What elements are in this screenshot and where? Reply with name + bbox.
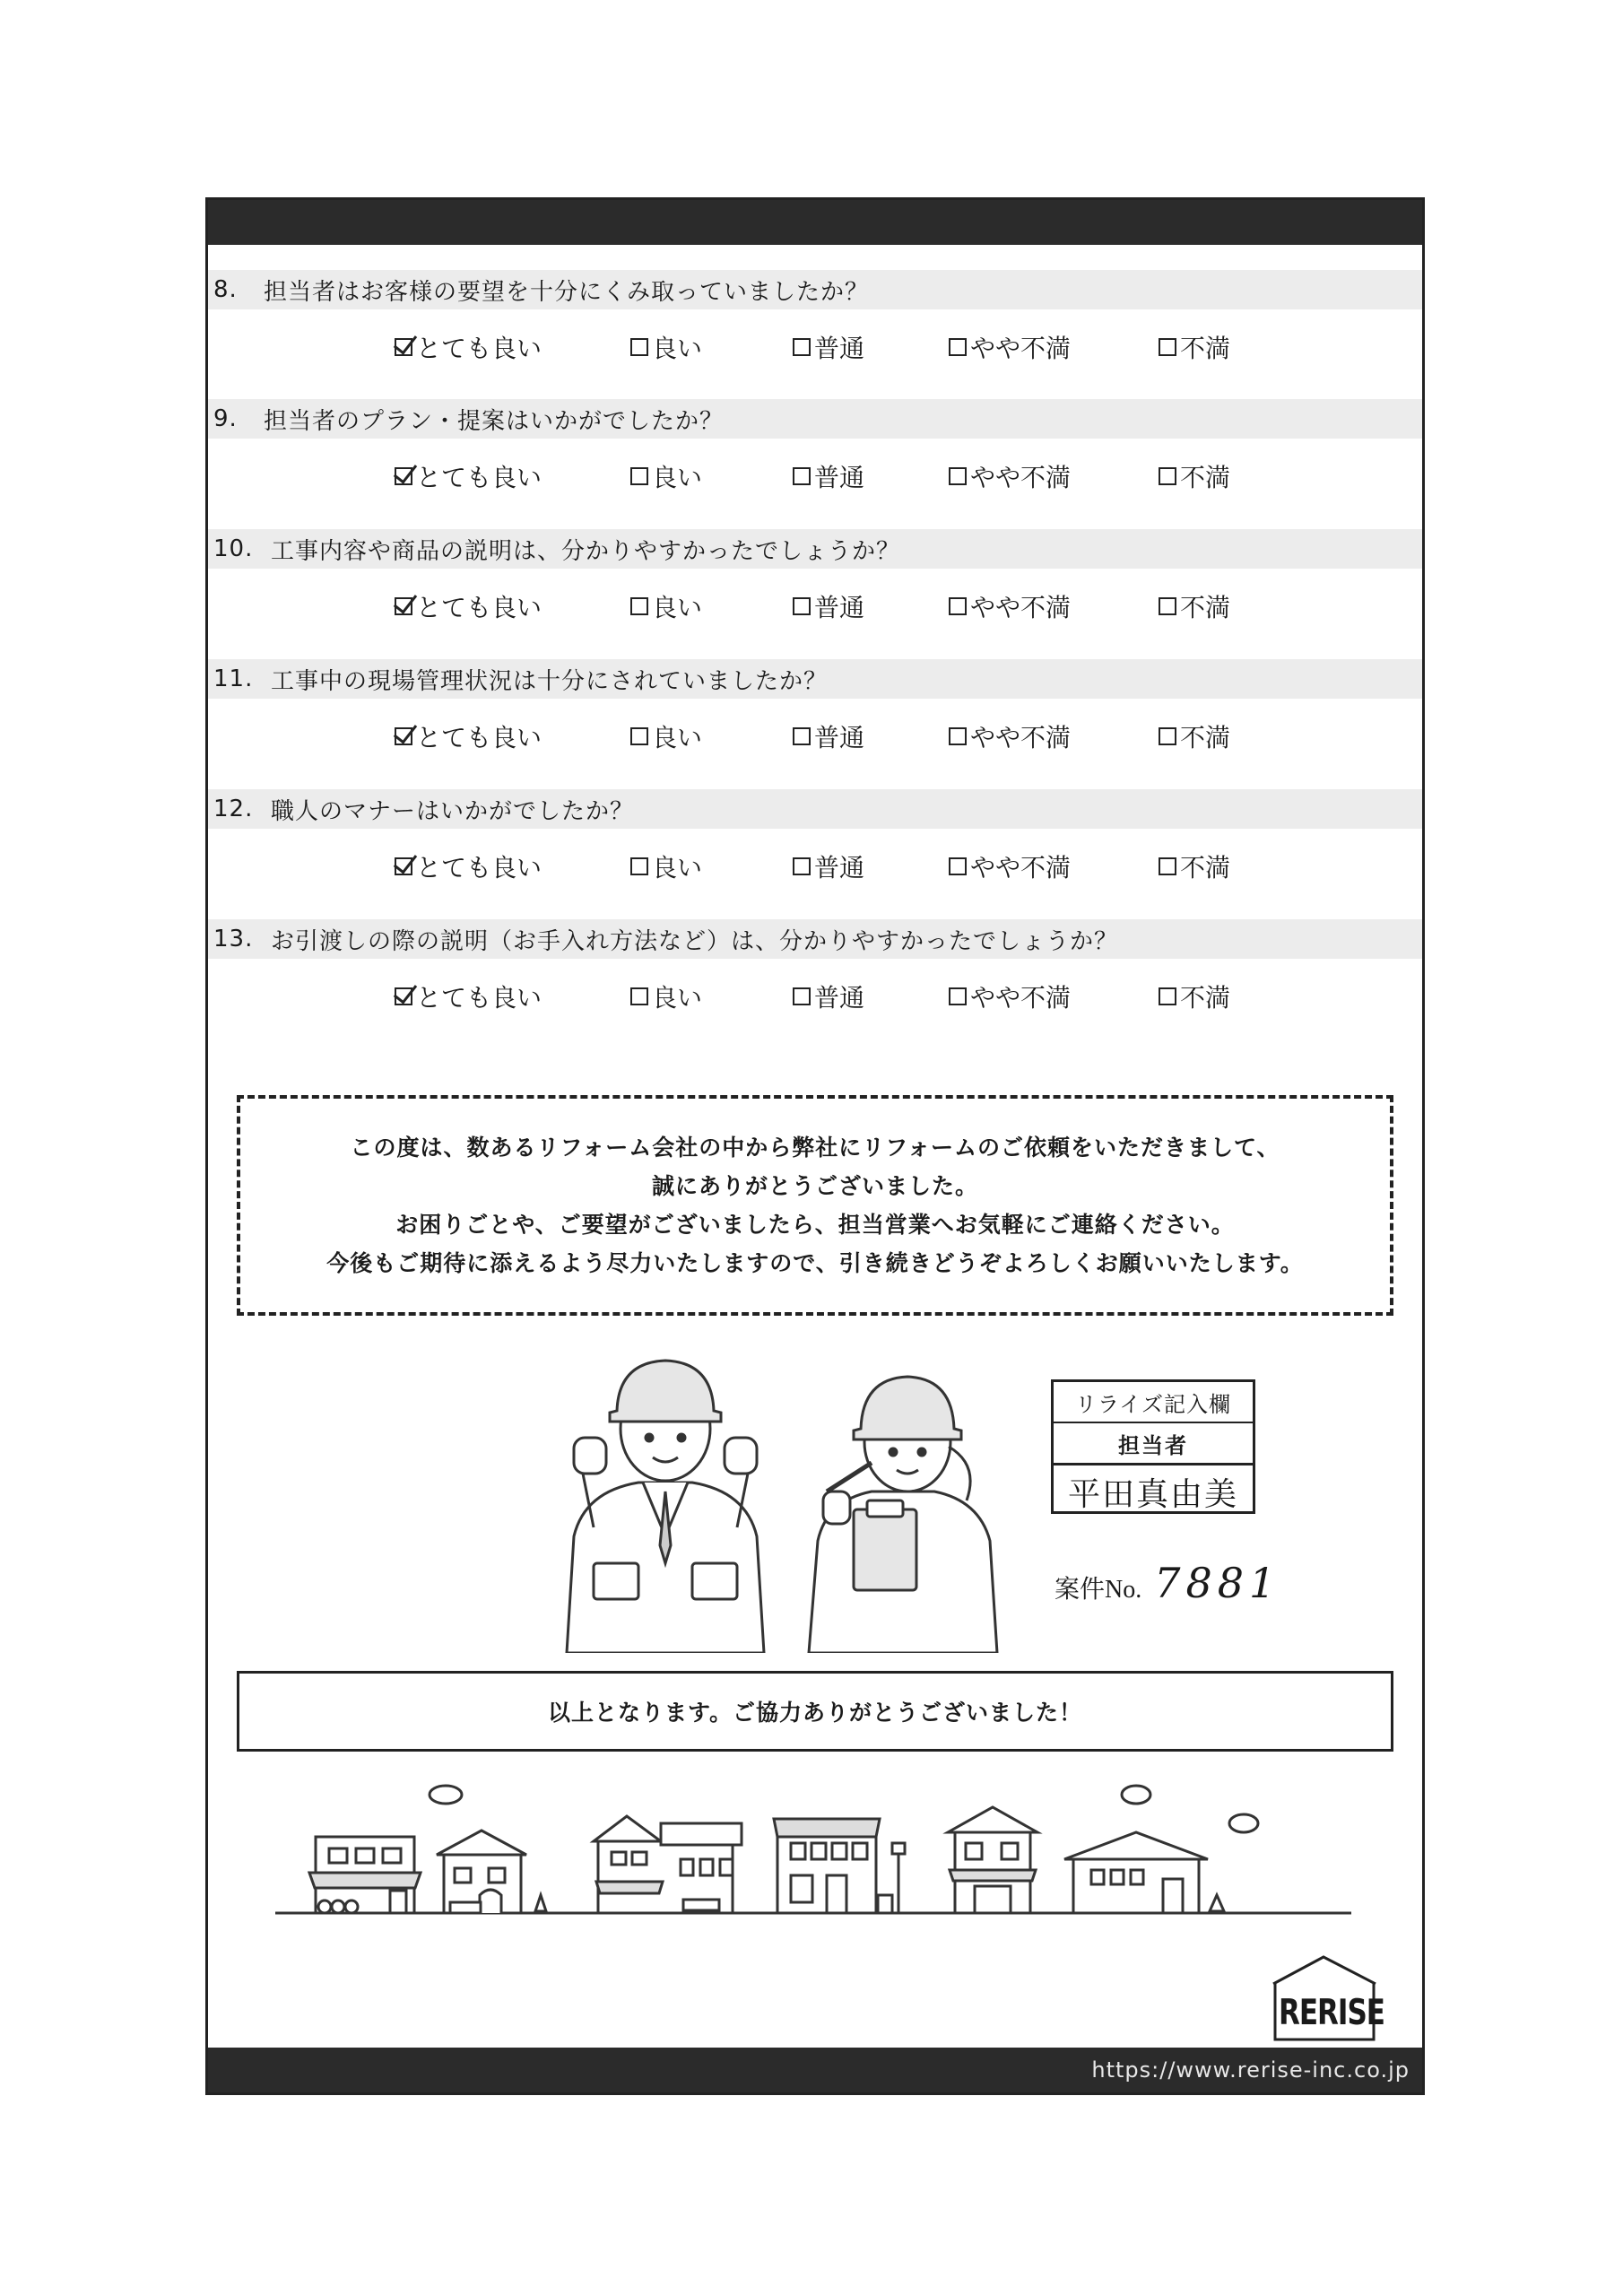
rating-option[interactable] [395, 978, 542, 1014]
rating-options [208, 848, 1422, 884]
option-label: 良い [652, 463, 703, 492]
option-label: 不満 [1180, 983, 1231, 1013]
checkbox[interactable] [395, 467, 412, 485]
rating-option[interactable] [395, 458, 542, 494]
check-mark-icon [394, 329, 417, 354]
rating-option[interactable] [1159, 718, 1230, 754]
rating-option[interactable] [1159, 978, 1230, 1014]
checkbox[interactable] [793, 727, 811, 745]
checkbox[interactable] [793, 987, 811, 1005]
question-text: 工事中の現場管理状況は十分にされていましたか？ [271, 667, 829, 695]
question-text: 職人のマナーはいかがでしたか？ [271, 797, 635, 825]
checkbox[interactable] [1159, 857, 1176, 875]
checkbox[interactable] [793, 857, 811, 875]
closing-box [237, 1671, 1393, 1752]
option-label: 不満 [1180, 593, 1231, 622]
checkbox[interactable] [793, 338, 811, 356]
checkbox[interactable] [395, 987, 412, 1005]
closing-text: 以上となります。ご協力ありがとうございました！ [547, 1700, 1082, 1726]
option-label: 普通 [814, 593, 865, 622]
message-line-2: 誠にありがとうございました。 [651, 1173, 978, 1199]
message-line-4: 今後もご期待に添えるよう尽力いたしますので、引き続きどうぞよろしくお願いいたします。 [326, 1250, 1304, 1276]
option-label: 良い [652, 334, 703, 363]
rating-option[interactable] [949, 588, 1071, 624]
rating-option[interactable] [949, 458, 1071, 494]
rating-option[interactable] [793, 329, 864, 365]
bottom-band [208, 2048, 1422, 2092]
option-label: やや不満 [970, 723, 1072, 752]
checkbox[interactable] [395, 597, 412, 615]
option-label: とても良い [416, 334, 542, 363]
checkbox[interactable] [949, 597, 967, 615]
checkbox[interactable] [1159, 987, 1176, 1005]
option-label: 普通 [814, 723, 865, 752]
checkbox[interactable] [949, 857, 967, 875]
rating-option[interactable] [949, 848, 1071, 884]
rating-option[interactable] [793, 588, 864, 624]
rating-option[interactable] [793, 458, 864, 494]
question-number: 9. [213, 405, 238, 432]
question-bar [208, 659, 1422, 699]
checkbox[interactable] [1159, 467, 1176, 485]
record-heading: リライズ記入欄 [1054, 1382, 1253, 1423]
option-label: 良い [652, 723, 703, 752]
question-number: 10. [213, 535, 254, 562]
rating-option[interactable] [395, 718, 542, 754]
rating-option[interactable] [793, 978, 864, 1014]
checkbox[interactable] [630, 987, 648, 1005]
question-number: 13. [213, 926, 254, 952]
record-subheading: 担当者 [1054, 1423, 1253, 1465]
checkbox[interactable] [793, 467, 811, 485]
question-text: 工事内容や商品の説明は、分かりやすかったでしょうか？ [271, 537, 901, 565]
option-label: 普通 [814, 334, 865, 363]
rating-option[interactable] [395, 588, 542, 624]
question-bar [208, 529, 1422, 569]
rating-option[interactable] [949, 718, 1071, 754]
website-url[interactable]: https://www.rerise-inc.co.jp [1091, 2057, 1410, 2083]
checkbox[interactable] [630, 727, 648, 745]
option-label: やや不満 [970, 463, 1072, 492]
question-11 [208, 659, 1422, 790]
option-label: 普通 [814, 463, 865, 492]
option-label: やや不満 [970, 334, 1072, 363]
checkbox[interactable] [949, 987, 967, 1005]
question-text: 担当者はお客様の要望を十分にくみ取っていましたか？ [264, 278, 870, 306]
checkbox[interactable] [949, 338, 967, 356]
rating-option[interactable] [630, 329, 702, 365]
case-label: 案件No. [1055, 1576, 1142, 1604]
check-mark-icon [394, 588, 417, 613]
rating-option[interactable] [395, 848, 542, 884]
question-bar [208, 919, 1422, 959]
option-label: 不満 [1180, 334, 1231, 363]
rating-option[interactable] [1159, 329, 1230, 365]
record-box [1051, 1379, 1255, 1514]
option-label: やや不満 [970, 853, 1072, 883]
checkbox[interactable] [630, 857, 648, 875]
rating-option[interactable] [630, 718, 702, 754]
question-9 [208, 399, 1422, 530]
message-line-3: お困りごとや、ご要望がございましたら、担当営業へお気軽にご連絡ください。 [395, 1212, 1235, 1238]
rating-option[interactable] [793, 718, 864, 754]
rating-options [208, 978, 1422, 1014]
option-label: 不満 [1180, 463, 1231, 492]
option-label: やや不満 [970, 593, 1072, 622]
rating-option[interactable] [630, 588, 702, 624]
option-label: 良い [652, 593, 703, 622]
checkbox[interactable] [1159, 338, 1176, 356]
option-label: 不満 [1180, 853, 1231, 883]
option-label: 良い [652, 853, 703, 883]
checkbox[interactable] [395, 857, 412, 875]
question-number: 12. [213, 796, 254, 822]
option-label: 普通 [814, 983, 865, 1013]
question-text: お引渡しの際の説明（お手入れ方法など）は、分かりやすかったでしょうか？ [271, 927, 1119, 955]
checkbox[interactable] [395, 727, 412, 745]
checkbox[interactable] [630, 467, 648, 485]
question-number: 11. [213, 665, 254, 692]
checkbox[interactable] [1159, 727, 1176, 745]
rerise-logo [1266, 1953, 1383, 2043]
checkbox[interactable] [949, 727, 967, 745]
rating-option[interactable] [1159, 588, 1230, 624]
logo-wordmark: RERISE [1279, 1993, 1384, 2033]
rating-option[interactable] [630, 978, 702, 1014]
check-mark-icon [394, 978, 417, 1004]
question-text: 担当者のプラン・提案はいかがでしたか？ [264, 407, 725, 435]
top-band [208, 200, 1422, 245]
message-line-1: この度は、数あるリフォーム会社の中から弊社にリフォームのご依頼をいただきまして、 [350, 1135, 1280, 1161]
survey-sheet [205, 197, 1425, 2095]
rating-options [208, 588, 1422, 624]
rating-option[interactable] [395, 329, 542, 365]
option-label: とても良い [416, 983, 542, 1013]
check-mark-icon [394, 718, 417, 744]
question-12 [208, 789, 1422, 920]
question-bar [208, 399, 1422, 439]
option-label: やや不満 [970, 983, 1072, 1013]
rating-options [208, 718, 1422, 754]
checkbox[interactable] [949, 467, 967, 485]
checkbox[interactable] [630, 597, 648, 615]
question-10 [208, 529, 1422, 660]
checkbox[interactable] [1159, 597, 1176, 615]
rating-option[interactable] [1159, 848, 1230, 884]
rating-option[interactable] [630, 458, 702, 494]
check-mark-icon [394, 848, 417, 874]
option-label: 不満 [1180, 723, 1231, 752]
checkbox[interactable] [630, 338, 648, 356]
staff-signature: 平田真由美 [1067, 1475, 1238, 1513]
rating-option[interactable] [793, 848, 864, 884]
option-label: とても良い [416, 723, 542, 752]
option-label: とても良い [416, 593, 542, 622]
question-13 [208, 919, 1422, 1050]
option-label: とても良い [416, 463, 542, 492]
rating-option[interactable] [949, 329, 1071, 365]
case-number: 7881 [1154, 1559, 1281, 1607]
thank-you-message-box [237, 1095, 1393, 1316]
rating-option[interactable] [949, 978, 1071, 1014]
case-number-row [1055, 1559, 1280, 1607]
question-8 [208, 270, 1422, 401]
question-bar [208, 270, 1422, 309]
checkbox[interactable] [793, 597, 811, 615]
rating-option[interactable] [630, 848, 702, 884]
town-illustration [275, 1770, 1351, 1922]
option-label: 良い [652, 983, 703, 1013]
question-bar [208, 789, 1422, 829]
rating-options [208, 458, 1422, 494]
option-label: 普通 [814, 853, 865, 883]
check-mark-icon [394, 458, 417, 483]
question-number: 8. [213, 276, 238, 303]
checkbox[interactable] [395, 338, 412, 356]
rating-options [208, 329, 1422, 365]
rating-option[interactable] [1159, 458, 1230, 494]
option-label: とても良い [416, 853, 542, 883]
